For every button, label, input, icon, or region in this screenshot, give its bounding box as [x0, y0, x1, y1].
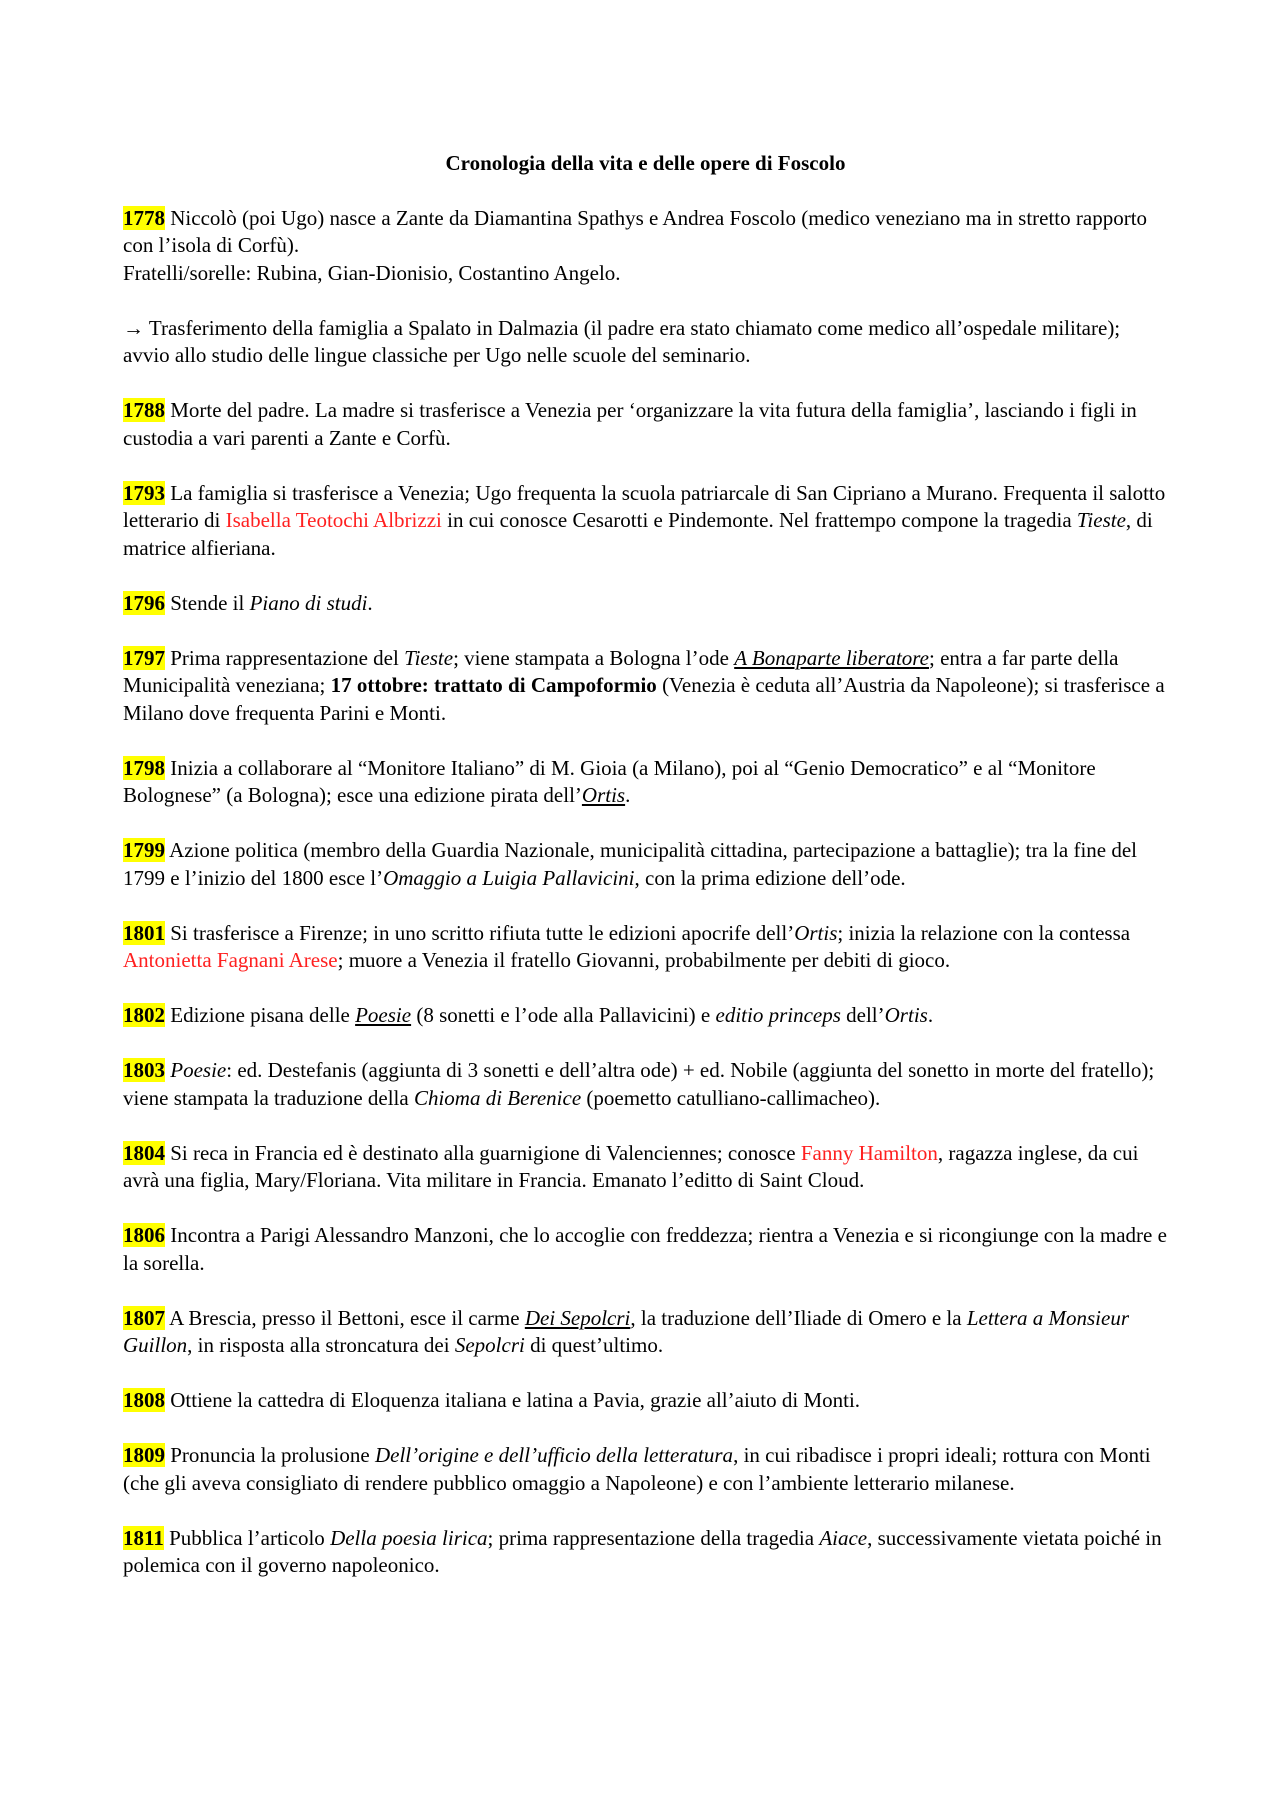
year-badge: 1788 — [123, 398, 165, 422]
entry-1793 — [123, 480, 1168, 563]
year-badge: 1778 — [123, 205, 165, 230]
entry-arrow — [123, 315, 1168, 370]
work-title: Dei Sepolcri — [524, 1305, 631, 1330]
entry-text: dell’ — [840, 1003, 885, 1027]
entry-text: (8 sonetti e l’ode alla Pallavicini) e — [411, 1003, 716, 1027]
event-highlight: 17 ottobre: trattato di Campoformio — [330, 673, 657, 697]
entry-text: Trasferimento della famiglia a Spalato in Dalmazia (il padre era stato chiamato come medico all’ospedale militare); avvio allo studio delle lingue classiche per Ugo nelle scuole del seminario. — [123, 315, 1121, 367]
year-badge: 1803 — [123, 1058, 165, 1082]
year-badge: 1799 — [123, 838, 165, 862]
work-title: Poesie — [170, 1058, 227, 1082]
entry-text: Azione politica (membro della Guardia Nazionale, municipalità cittadina, partecipazione a battaglie); tra la fine del 1799 e l’inizio del 1800 esce l’ — [123, 838, 1137, 890]
siblings-line: Fratelli/sorelle: Rubina, Gian-Dionisio, Costantino Angelo. — [123, 260, 621, 285]
entry-1802 — [123, 1002, 1168, 1030]
entry-text: Prima rappresentazione del — [165, 645, 405, 670]
entry-1807 — [123, 1305, 1168, 1360]
entry-text: Morte del padre. La madre si trasferisce a Venezia per ‘organizzare la vita futura della famiglia’, lasciando i figli in custodia a vari parenti a Zante e Corfù. — [123, 398, 1137, 450]
entry-text: : ed. Destefanis (aggiunta di 3 sonetti e dell’altra ode) + ed. Nobile (aggiunta del sonetto in morte del fratello); viene stampata la traduzione della — [123, 1058, 1155, 1110]
entry-text: , ragazza inglese, da cui avrà una figlia, Mary/Floriana. Vita militare in Francia. Emanato l’editto di Saint Cloud. — [123, 1140, 1139, 1192]
entry-text: La famiglia si trasferisce a Venezia; Ugo frequenta la scuola patriarcale di San Cipriano a Murano. Frequenta il salotto letterario di — [123, 480, 1166, 532]
entry-text: Edizione pisana delle — [165, 1003, 356, 1027]
entry-text: (poemetto catulliano-callimacheo). — [581, 1085, 881, 1110]
arrow-right-icon: → — [123, 315, 144, 340]
work-title: Piano di studi — [249, 590, 368, 615]
work-title: Poesie — [355, 1003, 412, 1027]
entry-1799 — [123, 837, 1168, 892]
year-badge: 1793 — [123, 480, 165, 505]
entry-1809 — [123, 1442, 1168, 1497]
work-title: Aiace — [819, 1525, 868, 1550]
entry-text: . — [367, 590, 373, 615]
year-badge: 1809 — [123, 1443, 165, 1467]
entry-text: , successivamente vietata poiché in polemica con il governo napoleonico. — [123, 1525, 1162, 1577]
entry-1788 — [123, 397, 1168, 452]
entry-text: Incontra a Parigi Alessandro Manzoni, che lo accoglie con freddezza; rientra a Venezia e si ricongiunge con la madre e la sorella. — [123, 1223, 1167, 1275]
entry-text: Stende il — [165, 590, 250, 615]
entry-1803 — [123, 1057, 1168, 1112]
entry-text: ; muore a Venezia il fratello Giovanni, probabilmente per debiti di gioco. — [337, 948, 951, 972]
work-title: Dell’origine e dell’ufficio della letteratura — [374, 1443, 734, 1467]
entry-text: A Brescia, presso il Bettoni, esce il carme — [165, 1305, 525, 1330]
year-badge: 1807 — [123, 1305, 165, 1330]
work-title: Omaggio a Luigia Pallavicini — [383, 865, 635, 890]
work-title: Tieste — [1076, 508, 1126, 532]
year-badge: 1801 — [123, 920, 165, 945]
entry-text: ; prima rappresentazione della tragedia — [487, 1525, 820, 1550]
entry-1796 — [123, 590, 1168, 618]
year-badge: 1804 — [123, 1140, 165, 1165]
year-badge: 1802 — [123, 1003, 165, 1027]
entry-text: , la traduzione dell’Iliade di Omero e la — [630, 1305, 967, 1330]
entry-1797 — [123, 645, 1168, 728]
work-title: editio princeps — [715, 1003, 841, 1027]
entry-text: ; entra a far parte della Municipalità veneziana; — [123, 645, 1119, 697]
entry-1798 — [123, 755, 1168, 810]
entry-text: . — [927, 1003, 934, 1027]
entry-text: , con la prima edizione dell’ode. — [634, 865, 906, 890]
entry-text: . — [625, 783, 631, 807]
year-badge: 1796 — [123, 590, 165, 615]
entry-text: Si trasferisce a Firenze; in uno scritto rifiuta tutte le edizioni apocrife dell’ — [165, 920, 795, 945]
year-badge: 1811 — [123, 1525, 164, 1550]
entry-text: ; viene stampata a Bologna l’ode — [453, 645, 735, 670]
page-title: Cronologia della vita e delle opere di Foscolo — [445, 151, 846, 175]
work-title: Della poesia lirica — [330, 1525, 488, 1550]
work-title: Ortis — [581, 783, 626, 807]
person-name: Isabella Teotochi Albrizzi — [225, 508, 442, 532]
entry-text: ; inizia la relazione con la contessa — [837, 920, 1131, 945]
entry-text: Niccolò (poi Ugo) nasce a Zante da Diamantina Spathys e Andrea Foscolo (medico veneziano ma in stretto rapporto con l’isola di Corfù). — [123, 205, 1148, 257]
entry-1806 — [123, 1222, 1168, 1277]
entry-text: Si reca in Francia ed è destinato alla guarnigione di Valenciennes; conosce — [165, 1140, 801, 1165]
work-title: Lettera a Monsieur Guillon — [123, 1305, 1129, 1357]
work-title: Tieste — [404, 645, 454, 670]
work-title: A Bonaparte liberatore — [734, 645, 930, 670]
entry-text: Inizia a collaborare al “Monitore Italiano” di M. Gioia (a Milano), poi al “Genio Democratico” e al “Monitore Bolognese” (a Bologna); esce una edizione pirata dell’ — [123, 755, 1096, 807]
year-badge: 1797 — [123, 645, 165, 670]
entry-text: in cui conosce Cesarotti e Pindemonte. Nel frattempo compone la tragedia — [441, 508, 1077, 532]
entry-text: di quest’ultimo. — [524, 1333, 664, 1357]
year-badge: 1798 — [123, 755, 165, 780]
document-page — [123, 150, 1168, 1607]
entry-1811 — [123, 1525, 1168, 1580]
entry-text: , in cui ribadisce i propri ideali; rottura con Monti (che gli aveva consigliato di rendere pubblico omaggio a Napoleone) e con l’ambiente letterario milanese. — [123, 1443, 1151, 1495]
entry-text: (Venezia è ceduta all’Austria da Napoleone); si trasferisce a Milano dove frequenta Parini e Monti. — [123, 673, 1165, 725]
year-badge: 1806 — [123, 1223, 165, 1247]
work-title: Ortis — [794, 920, 838, 945]
work-title: Chioma di Berenice — [413, 1085, 582, 1110]
entry-1804 — [123, 1140, 1168, 1195]
entry-text: Ottiene la cattedra di Eloquenza italiana e latina a Pavia, grazie all’aiuto di Monti. — [165, 1388, 861, 1412]
person-name: Antonietta Fagnani Arese — [123, 948, 338, 972]
entry-1778 — [123, 205, 1168, 288]
entry-text: , di matrice alfieriana. — [123, 508, 1153, 560]
year-badge: 1808 — [123, 1388, 165, 1412]
entry-text: Pronuncia la prolusione — [165, 1443, 375, 1467]
work-title: Sepolcri — [454, 1333, 525, 1357]
person-name: Fanny Hamilton — [800, 1140, 938, 1165]
entry-text: Pubblica l’articolo — [163, 1525, 331, 1550]
entry-1801 — [123, 920, 1168, 975]
entry-text: , in risposta alla stroncatura dei — [187, 1333, 455, 1357]
entry-1808 — [123, 1387, 1168, 1415]
work-title: Ortis — [884, 1003, 928, 1027]
